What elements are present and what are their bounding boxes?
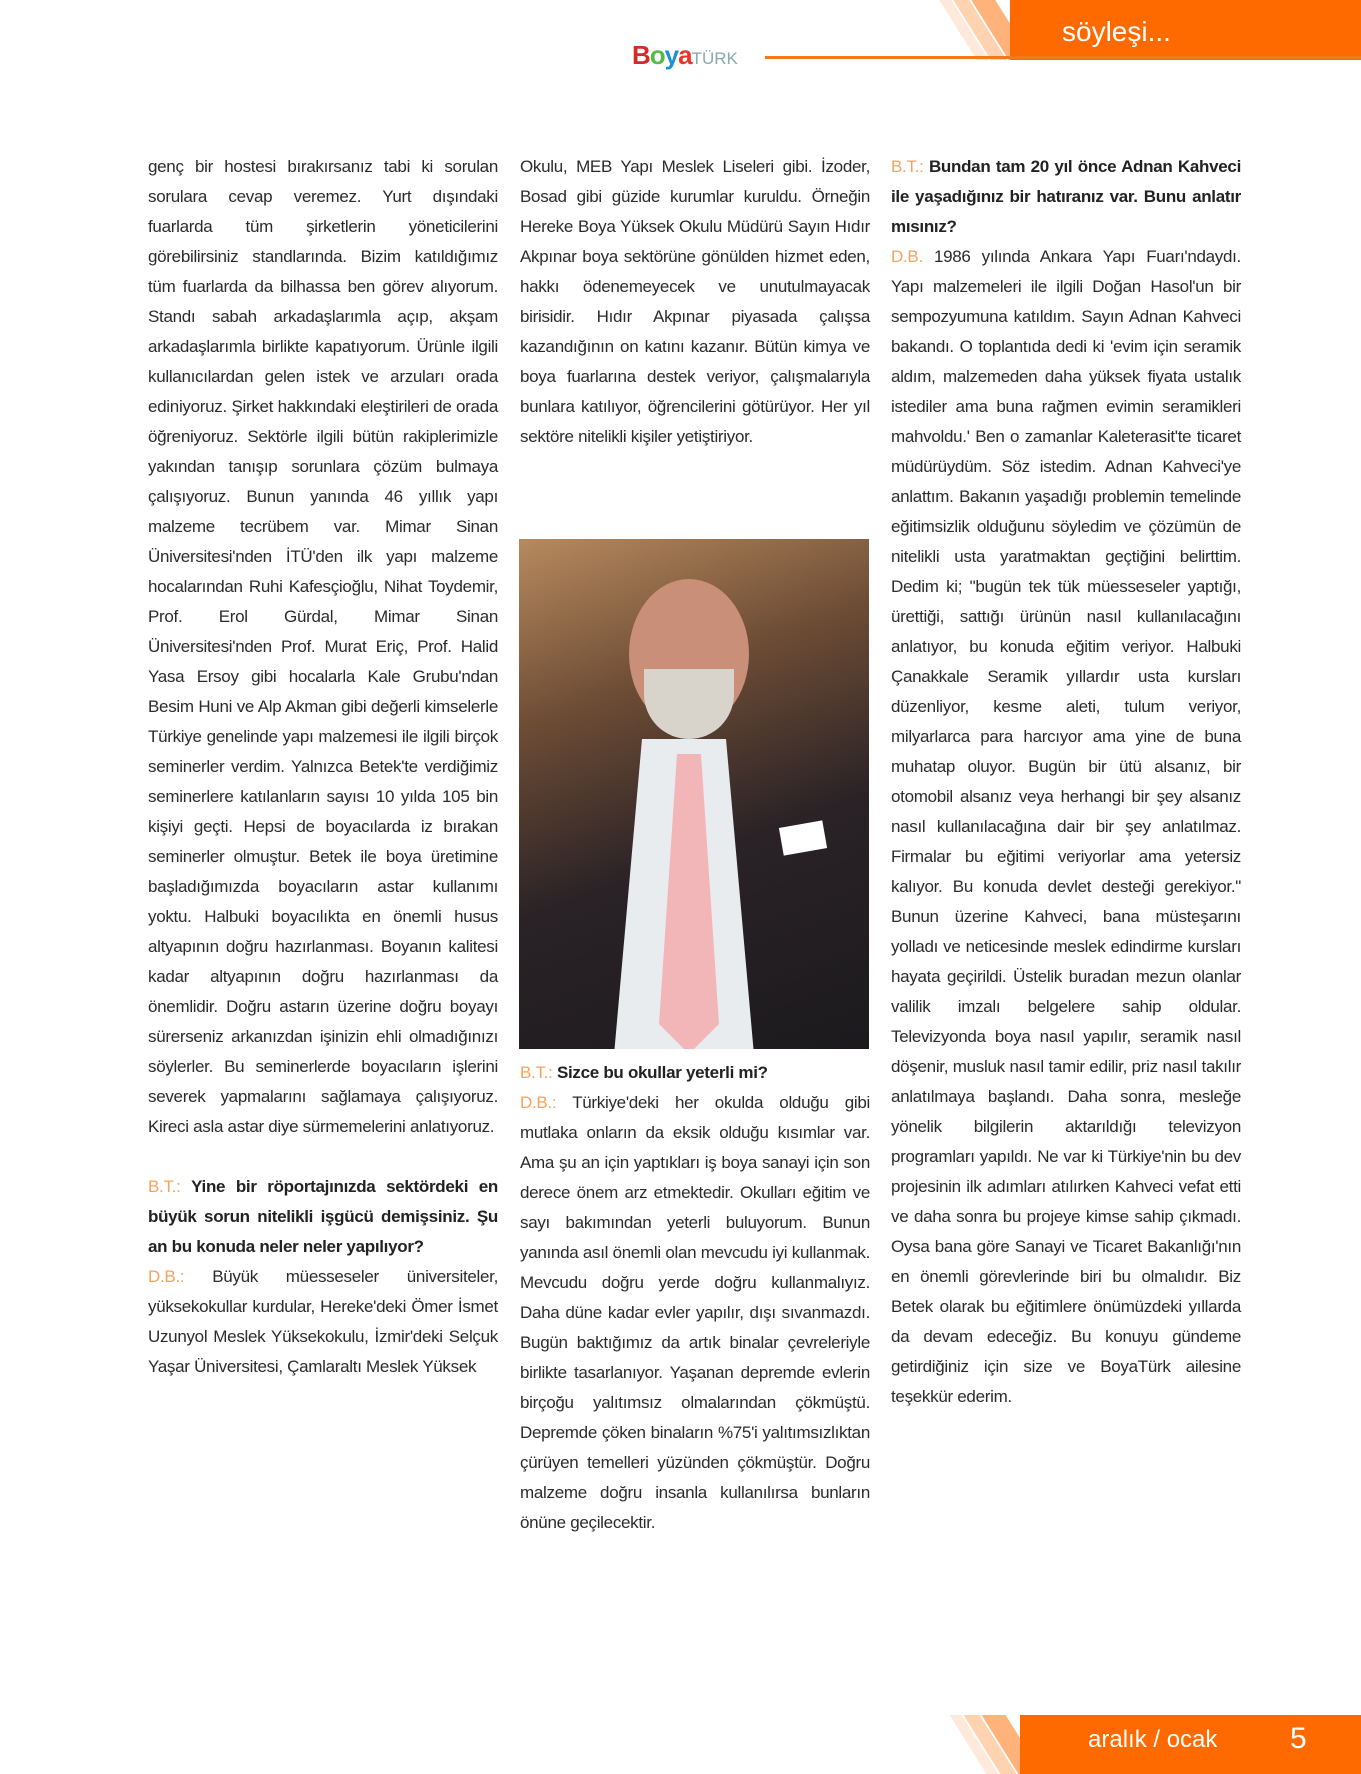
interviewee-label: D.B. [891,247,923,266]
interviewee-label: D.B.: [520,1093,557,1112]
answer [520,1088,870,1538]
column-2-bottom [520,1058,870,1538]
column-1 [148,152,498,1382]
interviewer-label: B.T.: [148,1177,181,1196]
question-text: Yine bir röportajınızda sektördeki en büyük sorun nitelikli işgücü demişsiniz. Şu an bu konuda neler neler yapılıyor? [148,1177,498,1256]
boyaturk-logo: BoyaTÜRK [632,40,738,70]
page-number: 5 [1290,1722,1307,1755]
interviewer-label: B.T.: [891,157,924,176]
answer-text: Türkiye'deki her okulda olduğu gibi mutlaka onların da eksik olduğu kısımlar var. Ama şu an için yaptıkları iş boya sanayi için son derece önem arz etmektedir. Okulları eğitim ve sayı bakımından yeterli buluyorum. Bunun yanında asıl önemli olan mevcudu iyi kullanmak. Mevcudu doğru yerde doğru kullanmalıyız. Daha düne kadar evler yapılır, dışı sıvanmazdı. Bugün baktığımız da artık binalar çevreleriyle birlikte tasarlanıyor. Yaşanan depremde evlerin birçoğu yalıtımsız olmalarından çökmüştü. Depremde çöken binaların %75'i yalıtımsızlıktan çürüyen temelleri yüzünden çökmüştür. Doğru malzeme doğru insanla kullanılırsa bunların önüne geçilecektir. [520,1093,870,1532]
answer [891,242,1241,1412]
issue-label: aralık / ocak [1088,1726,1218,1753]
answer-text: Büyük müesseseler üniversiteler, yüksekokullar kurdular, Hereke'deki Ömer İsmet Uzunyol Meslek Yüksekokulu, İzmir'deki Selçuk Yaşar Üniversitesi, Çamlaraltı Meslek Yüksek [148,1267,498,1376]
question-text: Sizce bu okullar yeterli mi? [556,1063,768,1082]
body-paragraph: Okulu, MEB Yapı Meslek Liseleri gibi. İzoder, Bosad gibi güzide kurumlar kuruldu. Örneğin Hereke Boya Yüksek Okulu Müdürü Sayın Hıdır Akpınar boya sektörüne gönülden hizmet eden, hakkı ödenemeyecek ve unutulmayacak birisidir. Hıdır Akpınar piyasada çalışsa kazandığının on katını kazanır. Bütün kimya ve boya fuarlarına destek veriyor, çalışmalarıyla bunlara katılıyor, öğrencilerini götürüyor. Her yıl sektöre nitelikli kişiler yetiştiriyor. [520,157,870,446]
answer [148,1262,498,1382]
question-text: Bundan tam 20 yıl önce Adnan Kahveci ile yaşadığınız bir hatıranız var. Bunu anlatır mısınız? [891,157,1241,236]
interviewee-label: D.B.: [148,1267,185,1286]
question [520,1058,870,1088]
column-2-top [520,152,870,452]
interviewer-label: B.T.: [520,1063,553,1082]
section-title: söyleşi... [1062,16,1171,47]
answer-text: 1986 yılında Ankara Yapı Fuarı'ndaydı. Yapı malzemeleri ile ilgili Doğan Hasol'un bir sempozyumuna katıldım. Sayın Adnan Kahveci bakandı. O toplantıda dedi ki 'evim için seramik aldım, malzemeden daha yüksek fiyata ustalık istediler ama buna rağmen evimin seramikleri mahvoldu.' Ben o zamanlar Kaleterasit'te ticaret müdürüydüm. Söz istedim. Adnan Kahveci'ye anlattım. Bakanın yaşadığı problemin temelinde eğitimsizlik olduğunu söyledim ve çözümün de nitelikli usta yaratmaktan geçtiğini belirttim. Dedim ki; "bugün tek tük müesseseler yaptığı, ürettiği, sattığı ürünün nasıl kullanılacağını anlatıyor, bu konuda eğitim veriyor. Halbuki Çanakkale Seramik yıllardır usta kursları düzenliyor, kesme aleti, tulum veriyor, milyarlarca para harcıyor ama yine de buna muhatap oluyor. Bugün bir ütü alsanız, bir otomobil alsanız veya herhangi bir şey alsanız nasıl kullanılacağına dair bir şey anlatılmaz. Firmalar bu eğitimi veriyorlar ama yetersiz kalıyor. Bu konuda devlet desteği gerekiyor." Bunun üzerine Kahveci, bana müsteşarını yolladı ve neticesinde meslek edindirme kursları hayata geçirildi. Üstelik buradan mezun olanlar valilik imzalı belgelere sahip oldular. Televizyonda boya nasıl yapılır, seramik nasıl döşenir, musluk nasıl tamir edilir, priz nasıl takılır anlatılmaya başlandı. Daha sonra, mesleğe yönelik bilgilerin aktarıldığı televizyon programları yapıldı. Ne var ki Türkiye'nin bu dev projesinin ilk adımları atılırken Kahveci vefat etti ve daha sonra bu projeye kimse sahip çıkmadı. Oysa bana göre Sanayi ve Ticaret Bakanlığı'nın en önemli görevlerinde biri bu olmalıdır. Biz Betek olarak bu eğitimlere önümüzdeki yıllarda da devam edeceğiz. Bu konuyu gündeme getirdiğiniz için size ve BoyaTürk ailesine teşekkür ederim. [891,247,1241,1406]
body-paragraph: genç bir hostesi bırakırsanız tabi ki sorulan sorulara cevap veremez. Yurt dışındaki fuarlarda tüm şirketlerin yöneticilerini görebilirsiniz standlarında. Bizim katıldığımız tüm fuarlarda da bilhassa ben görev alıyorum. Standı sabah arkadaşlarımla açıp, akşam arkadaşlarımla birlikte kapatıyorum. Ürünle ilgili kullanıcılardan gelen istek ve arzuları orada ediniyoruz. Şirket hakkındaki eleştirileri de orada öğreniyoruz. Sektörle ilgili bütün rakiplerimizle yakından tanışıp sorunlara çözüm bulmaya çalışıyoruz. Bunun yanında 46 yıllık yapı malzeme tecrübem var. Mimar Sinan Üniversitesi'nden İTÜ'den ilk yapı malzeme hocalarından Ruhi Kafesçioğlu, Nihat Toydemir, Prof. Erol Gürdal, Mimar Sinan Üniversitesi'nden Prof. Murat Eriç, Prof. Halid Yasa Ersoy gibi hocalarla Kale Grubu'ndan Besim Huni ve Alp Akman gibi değerli kimselerle Türkiye genelinde yapı malzemesi ile ilgili birçok seminerler verdim. Yalnızca Betek'te verdiğimiz seminerlere katılanların sayısı 10 yılda 105 bin kişiyi geçti. Hepsi de boyacılarda iz bırakan seminerler olmuştur. Betek ile boya üretimine başladığımızda boyacıların astar kullanımı yoktu. Halbuki boyacılıkta en önemli husus altyapının doğru hazırlanması. Boyanın kalitesi kadar altyapının doğru hazırlanması da önemlidir. Doğru astarın üzerine doğru boyayı sürerseniz arkanızdan işinizin ehli olmadığınızı söylerler. Bu seminerlerde boyacıların işlerini severek yapmalarını sağlamaya çalışıyoruz. Kireci asla astar diye sürmemelerini anlatıyoruz. [148,157,498,1136]
question [148,1172,498,1262]
interviewee-photo [519,539,869,1049]
question [891,152,1241,242]
column-3 [891,152,1241,1412]
header-rule [765,56,1361,59]
